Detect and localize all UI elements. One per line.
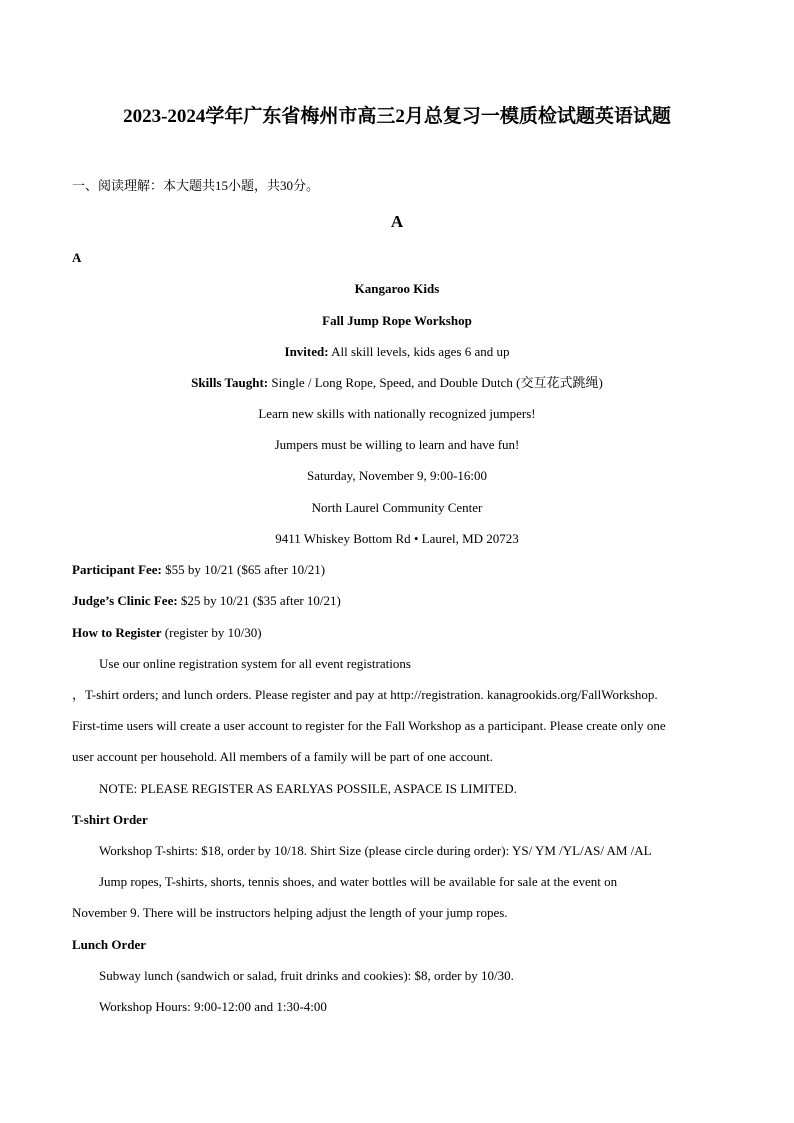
skills-label: Skills Taught:	[191, 375, 269, 390]
register-heading	[72, 625, 262, 641]
register-p1: Use our online registration system for all event registrations	[99, 656, 411, 671]
participant-fee-text: $55 by 10/21 ($65 after 10/21)	[161, 562, 326, 577]
tshirt-p1: Workshop T-shirts: $18, order by 10/18. Shirt Size (please circle during order): YS/ YM /YL/AS/ AM /AL	[99, 843, 652, 858]
notice-org: Kangaroo Kids	[354, 281, 440, 296]
invited-label: Invited:	[284, 344, 329, 359]
register-p2: ，T-shirt orders; and lunch orders. Please register and pay at http://registration. kanagrookids.org/FallWorkshop.	[72, 687, 658, 702]
tshirt-p2: Jump ropes, T-shirts, shorts, tennis shoes, and water bottles will be available for sale at the event on	[99, 874, 618, 889]
participant-fee	[72, 562, 325, 578]
judge-fee	[72, 593, 341, 609]
section-heading: 一、阅读理解：本大题共15小题，共30分。	[72, 178, 320, 193]
lunch-heading: Lunch Order	[72, 937, 147, 952]
register-p4: user account per household. All members of a family will be part of one account.	[72, 749, 493, 764]
participant-fee-label: Participant Fee:	[72, 562, 162, 577]
tshirt-p3: November 9. There will be instructors helping adjust the length of your jump ropes.	[72, 905, 508, 920]
register-label-suffix: (register by 10/30)	[161, 625, 262, 640]
notice-line1: Learn new skills with nationally recognized jumpers!	[258, 406, 536, 421]
judge-fee-text: $25 by 10/21 ($35 after 10/21)	[177, 593, 341, 608]
document-title: 2023-2024学年广东省梅州市高三2月总复习一模质检试题英语试题	[123, 106, 671, 127]
notice-address: 9411 Whiskey Bottom Rd • Laurel, MD 20723	[275, 531, 519, 546]
skills-text: Single / Long Rope, Speed, and Double Dutch (交互花式跳绳)	[268, 375, 603, 390]
passage-label: A	[72, 250, 82, 265]
notice-event: Fall Jump Rope Workshop	[322, 313, 472, 328]
register-note: NOTE: PLEASE REGISTER AS EARLYAS POSSILE, ASPACE IS LIMITED.	[99, 781, 517, 796]
register-p3: First-time users will create a user account to register for the Fall Workshop as a participant. Please create only one	[72, 718, 666, 733]
notice-venue: North Laurel Community Center	[311, 500, 483, 515]
lunch-p1: Subway lunch (sandwich or salad, fruit drinks and cookies): $8, order by 10/30.	[99, 968, 514, 983]
register-label: How to Register	[72, 625, 162, 640]
notice-skills	[0, 375, 794, 391]
judge-fee-label: Judge’s Clinic Fee:	[72, 593, 178, 608]
invited-text: All skill levels, kids ages 6 and up	[328, 344, 510, 359]
passage-heading: A	[390, 212, 404, 231]
notice-invited	[0, 344, 794, 360]
notice-line2: Jumpers must be willing to learn and have fun!	[274, 437, 520, 452]
tshirt-heading: T-shirt Order	[72, 812, 148, 827]
notice-date: Saturday, November 9, 9:00-16:00	[306, 468, 488, 483]
lunch-p2: Workshop Hours: 9:00-12:00 and 1:30-4:00	[99, 999, 327, 1014]
